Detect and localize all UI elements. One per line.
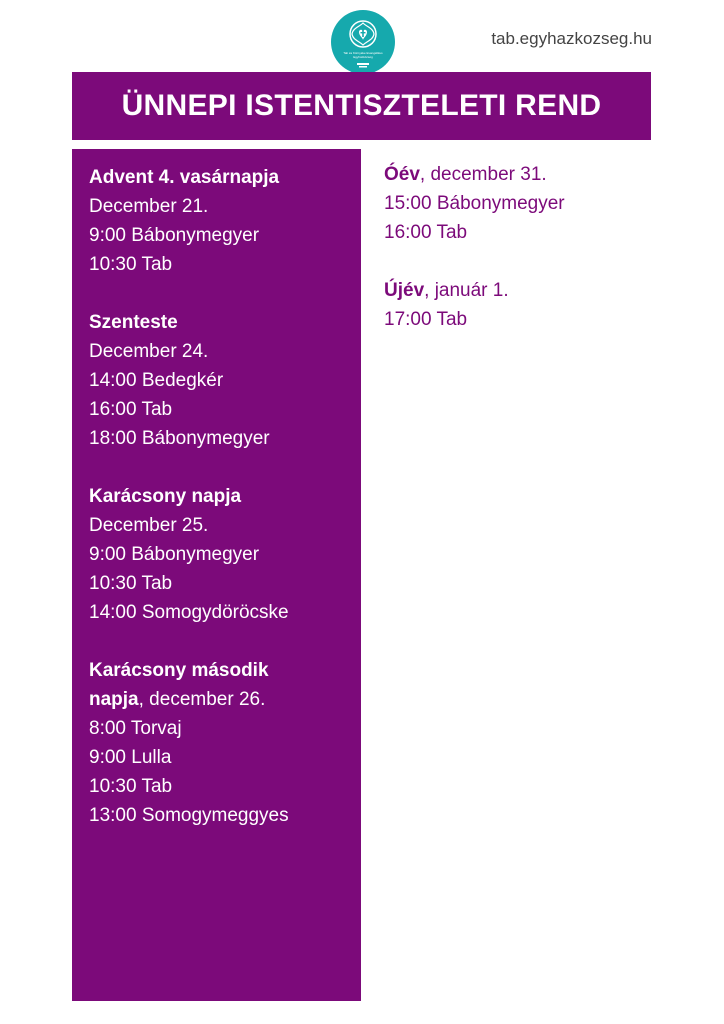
service-item: 10:30 Tab: [89, 776, 173, 797]
service-item: 18:00 Bábonymegyer: [89, 428, 270, 449]
advent-block: [89, 163, 357, 279]
service-item: 14:00 Somogydöröcske: [89, 602, 289, 623]
masodik-title-line1: Karácsony második: [89, 660, 269, 681]
service-item: 9:00 Bábonymegyer: [89, 225, 260, 246]
masodik-title-napja: napja: [89, 689, 139, 710]
service-item: 14:00 Bedegkér: [89, 370, 224, 391]
szenteste-date: December 24.: [89, 341, 209, 362]
service-item: 9:00 Lulla: [89, 747, 172, 768]
page-title: ÜNNEPI ISTENTISZTELETI REND: [121, 89, 602, 122]
logo-text: Tab és Környéke Evangélikus Egyházközség: [343, 51, 383, 59]
ujev-heading: [384, 276, 684, 305]
masodik-date: , december 26.: [138, 689, 266, 710]
advent-date: December 21.: [89, 196, 209, 217]
oev-title: Óév: [384, 164, 420, 185]
szenteste-title: Szenteste: [89, 312, 178, 333]
service-item: 10:30 Tab: [89, 254, 173, 275]
service-item: 8:00 Torvaj: [89, 718, 182, 739]
karacsony-title: Karácsony napja: [89, 486, 242, 507]
ujev-title: Újév: [384, 280, 425, 301]
masodik-title-line2: [89, 685, 357, 714]
service-item: 10:30 Tab: [89, 573, 173, 594]
oev-block: [384, 160, 684, 247]
ujev-date: , január 1.: [424, 280, 509, 301]
church-logo: [331, 10, 395, 74]
oev-heading: [384, 160, 684, 189]
ujev-block: [384, 276, 684, 334]
service-item: 17:00 Tab: [384, 309, 468, 330]
title-banner: [72, 72, 651, 140]
service-item: 13:00 Somogymeggyes: [89, 805, 289, 826]
service-item: 16:00 Tab: [384, 222, 468, 243]
left-schedule-column: [72, 149, 361, 1001]
masodik-block: [89, 656, 357, 830]
karacsony-block: [89, 482, 357, 627]
luther-rose-icon: [331, 10, 395, 74]
right-schedule-column: [384, 160, 684, 363]
karacsony-date: December 25.: [89, 515, 209, 536]
advent-title: Advent 4. vasárnapja: [89, 167, 280, 188]
website-url[interactable]: tab.egyhazkozseg.hu: [491, 29, 652, 48]
service-item: 16:00 Tab: [89, 399, 173, 420]
service-item: 15:00 Bábonymegyer: [384, 193, 565, 214]
service-item: 9:00 Bábonymegyer: [89, 544, 260, 565]
szenteste-block: [89, 308, 357, 453]
oev-date: , december 31.: [419, 164, 547, 185]
